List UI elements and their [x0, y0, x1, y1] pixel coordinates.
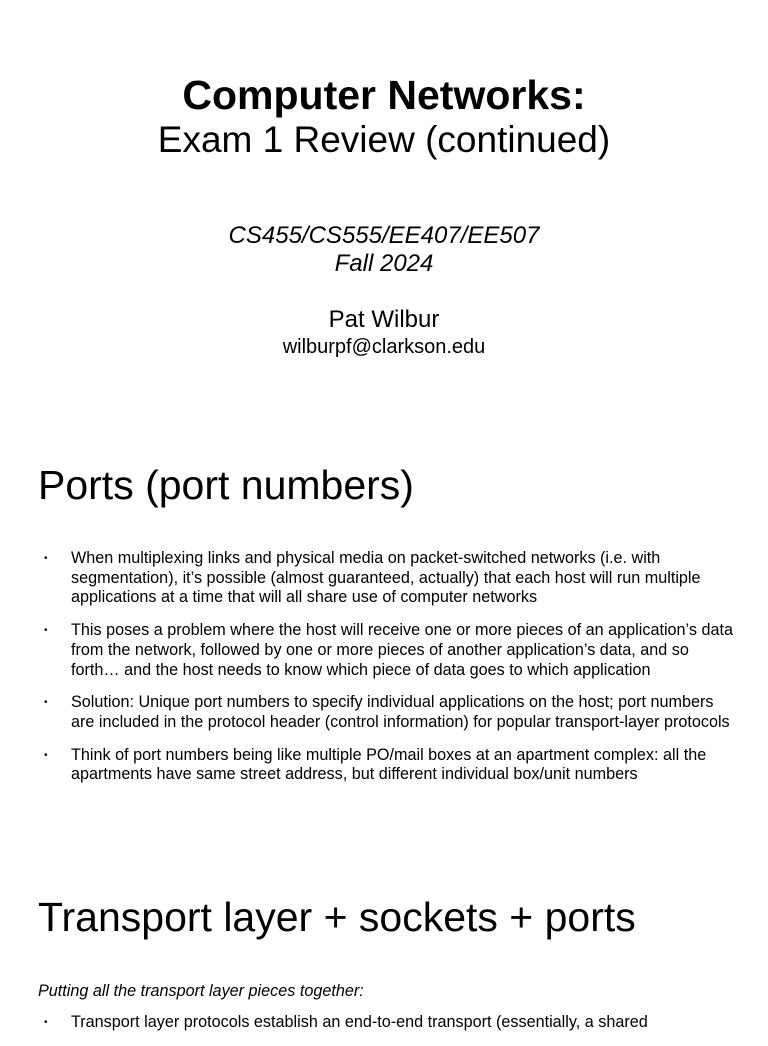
- bullet-icon: •: [44, 749, 48, 761]
- slide-subtitle: Exam 1 Review (continued): [157, 119, 611, 160]
- list-item-text: When multiplexing links and physical media on packet-switched networks (i.e. with segmentation), it’s possible (almost guaranteed, actually) that each host will run multiple applications at a time that will all share use of computer networks: [71, 549, 701, 607]
- bullet-icon: •: [44, 625, 48, 637]
- ports-bullet-list: [38, 549, 738, 798]
- ports-heading: Ports (port numbers): [38, 462, 414, 508]
- list-item: [38, 621, 738, 680]
- list-item-text: Transport layer protocols establish an end-to-end transport (essentially, a shared: [71, 1013, 648, 1031]
- bullet-icon: •: [44, 553, 48, 564]
- transport-bullet-list: [38, 1013, 738, 1046]
- list-item-text: Think of port numbers being like multiple PO/mail boxes at an apartment complex: all the apartments have same street address, but different individual box/unit numbers: [71, 745, 707, 784]
- list-item: [38, 1013, 738, 1033]
- author-email: wilburpf@clarkson.edu: [282, 336, 486, 358]
- course-codes: CS455/CS555/EE407/EE507: [228, 222, 540, 249]
- list-item: [38, 549, 738, 608]
- list-item: [38, 746, 738, 785]
- bullet-icon: •: [44, 697, 48, 709]
- author-name: Pat Wilbur: [328, 306, 440, 333]
- term: Fall 2024: [334, 250, 434, 277]
- list-item-text: This poses a problem where the host will receive one or more pieces of an application’s data from the network, followed by one or more pieces of another application’s data, and so forth… and the host needs to know which piece of data goes to which application: [71, 621, 733, 679]
- slide-title: Computer Networks:: [182, 72, 586, 118]
- list-item-text: Solution: Unique port numbers to specify individual applications on the host; port numbers are included in the protocol header (control information) for popular transport-layer protocols: [71, 693, 730, 731]
- bullet-icon: •: [44, 1017, 48, 1028]
- list-item: [38, 693, 738, 732]
- transport-heading: Transport layer + sockets + ports: [38, 894, 636, 940]
- transport-intro: Putting all the transport layer pieces together:: [38, 982, 364, 1000]
